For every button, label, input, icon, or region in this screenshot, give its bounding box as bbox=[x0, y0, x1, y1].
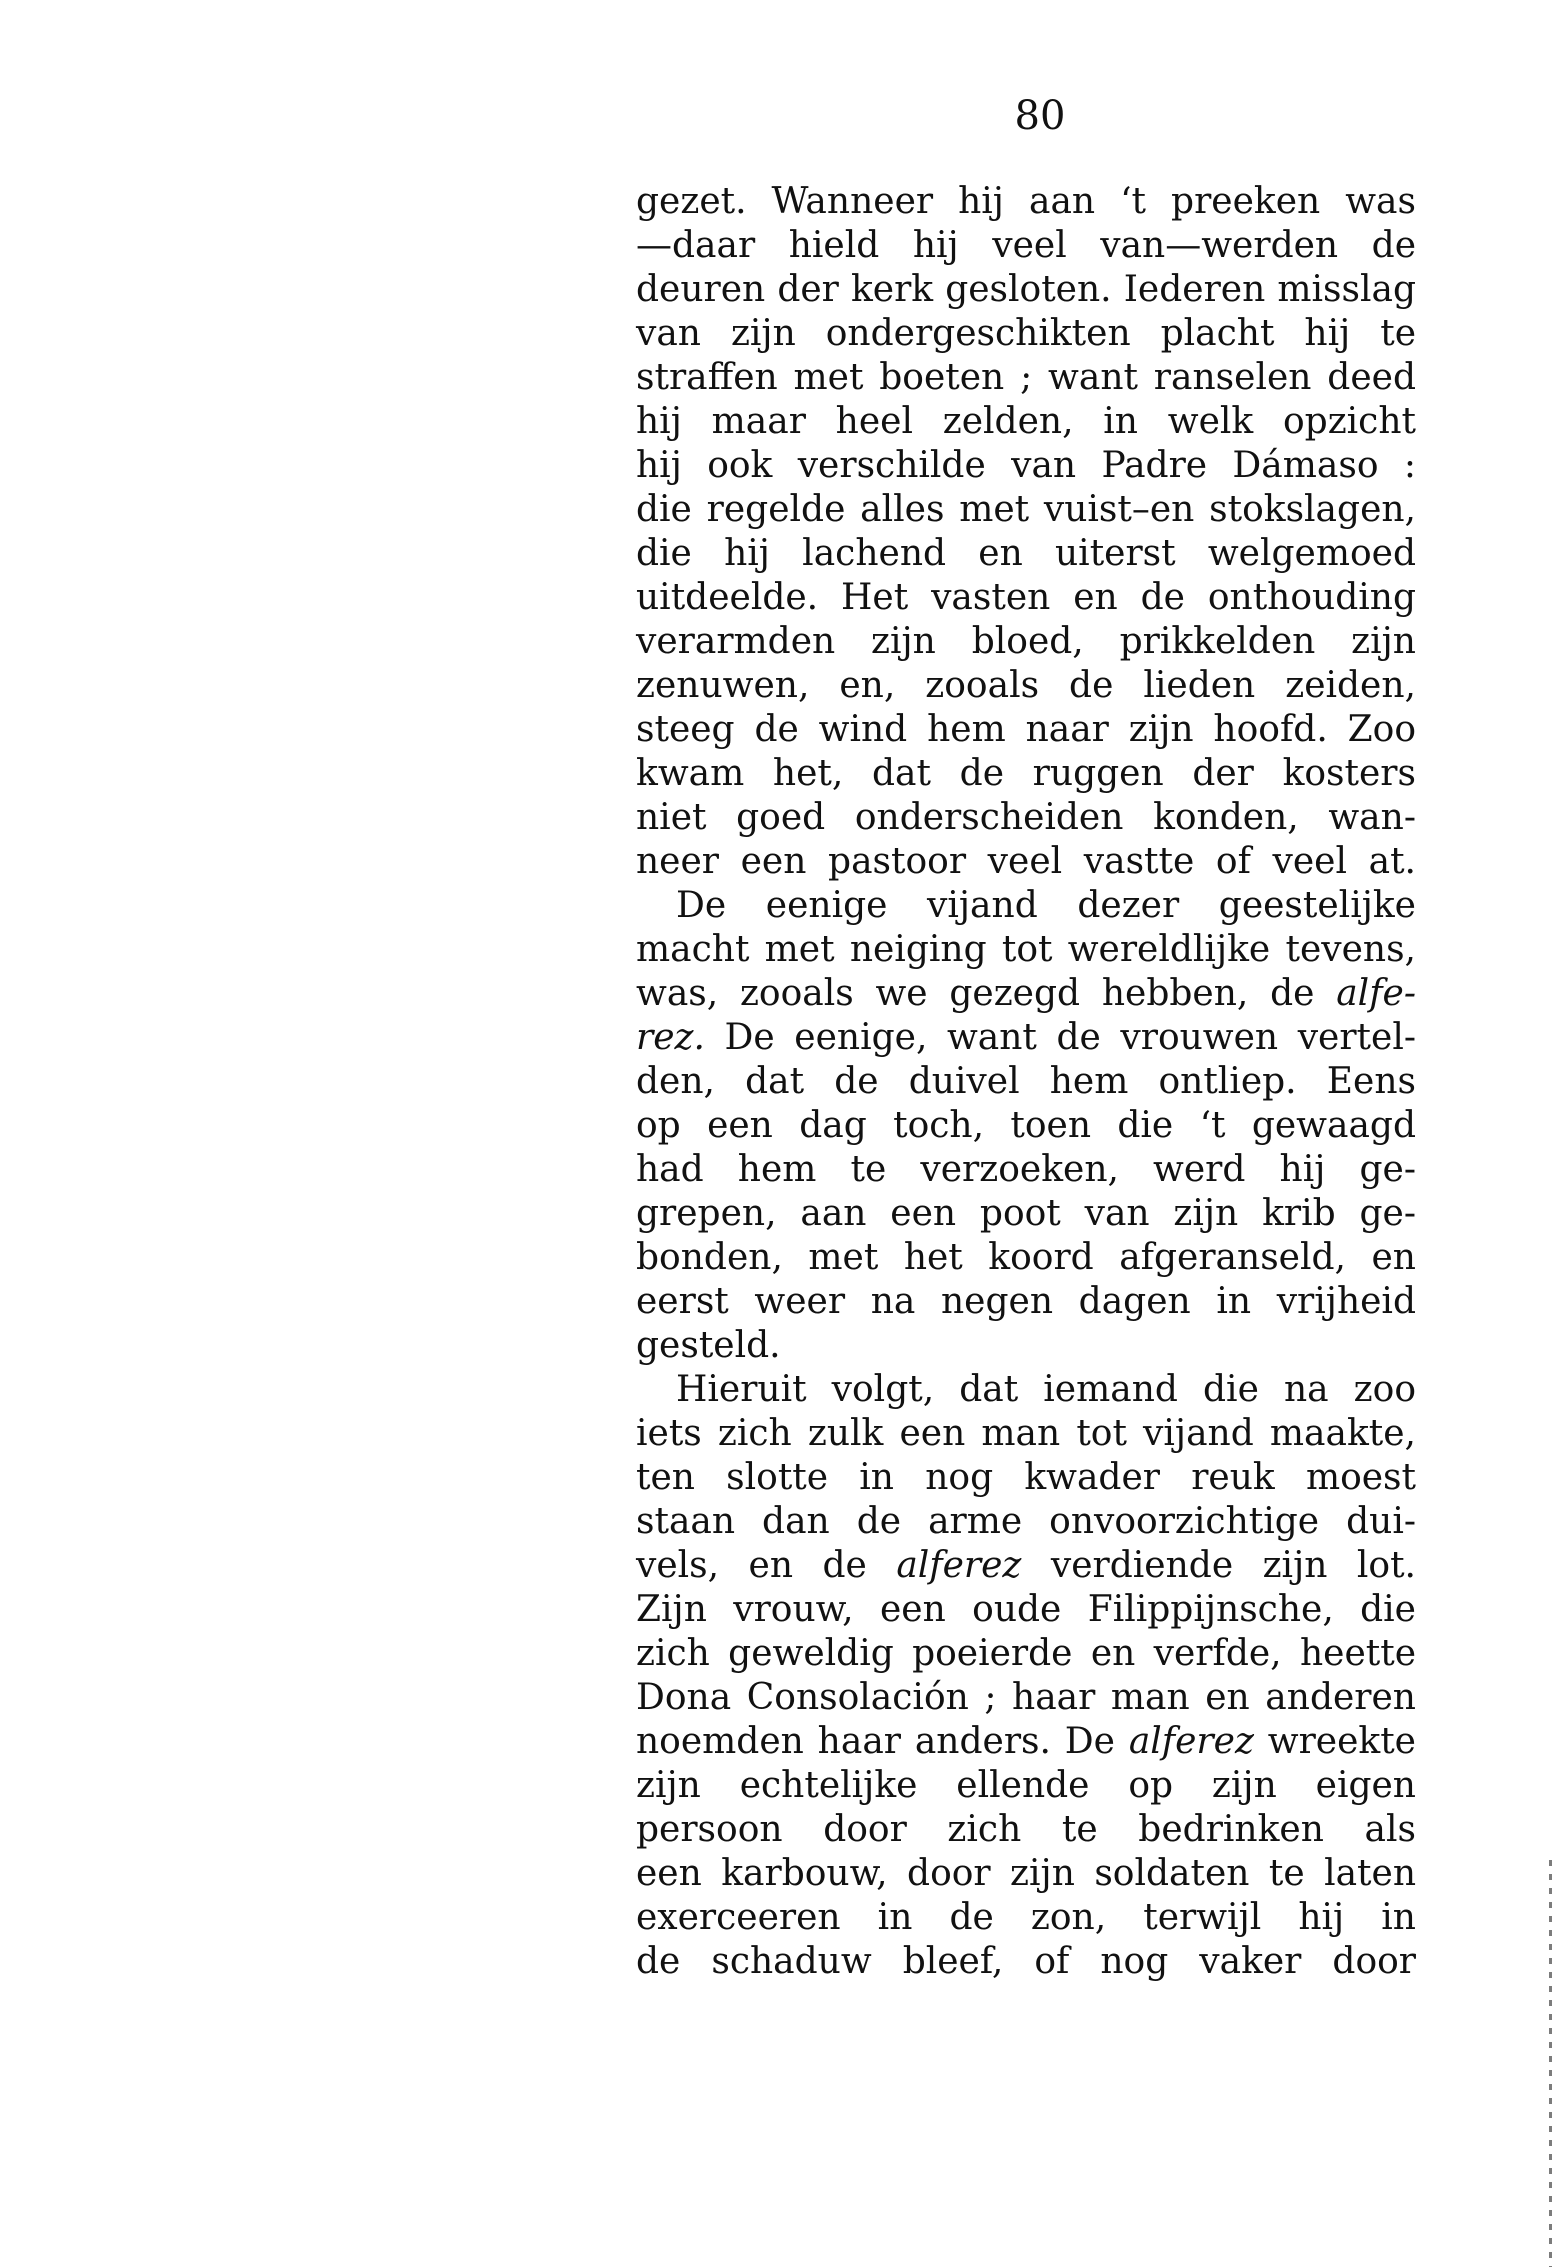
text-line: die hij lachend en uiterst welgemoed bbox=[636, 533, 1416, 574]
text-line: hij maar heel zelden, in welk opzicht bbox=[636, 401, 1416, 442]
paragraph bbox=[636, 1368, 1416, 1984]
text-segment: wreekte bbox=[1267, 1721, 1416, 1762]
text-line: eerst weer na negen dagen in vrijheid bbox=[636, 1281, 1416, 1322]
text-line: verarmden zijn bloed, prikkelden zijn bbox=[636, 621, 1416, 662]
text-line: zenuwen, en, zooals de lieden zeiden, bbox=[636, 665, 1416, 706]
text-line: iets zich zulk een man tot vijand maakte, bbox=[636, 1413, 1416, 1454]
page-edge-shadow bbox=[1549, 1860, 1552, 2267]
text-line bbox=[636, 1720, 1416, 1764]
body-text bbox=[636, 180, 1416, 1984]
text-line: neer een pastoor veel vastte of veel at. bbox=[636, 841, 1416, 882]
text-line: deuren der kerk gesloten. Iederen misslag bbox=[636, 269, 1416, 310]
text-line: zich geweldig poeierde en verfde, heette bbox=[636, 1633, 1416, 1674]
text-line: op een dag toch, toen die ‘t gewaagd bbox=[636, 1105, 1416, 1146]
text-line: had hem te verzoeken, werd hij ge- bbox=[636, 1149, 1416, 1190]
text-line: die regelde alles met vuist–en stokslagen, bbox=[636, 489, 1416, 530]
text-line: den, dat de duivel hem ontliep. Eens bbox=[636, 1061, 1416, 1102]
text-segment: vels, en de bbox=[636, 1545, 867, 1586]
text-line bbox=[636, 972, 1416, 1016]
italic-term: rez. bbox=[636, 1017, 705, 1058]
text-line: de schaduw bleef, of nog vaker door bbox=[636, 1941, 1416, 1982]
text-line: grepen, aan een poot van zijn krib ge- bbox=[636, 1193, 1416, 1234]
italic-term: alferez bbox=[896, 1545, 1022, 1586]
text-line: staan dan de arme onvoorzichtige dui- bbox=[636, 1501, 1416, 1542]
text-line: Hieruit volgt, dat iemand die na zoo bbox=[676, 1369, 1416, 1410]
text-line bbox=[636, 1016, 1416, 1060]
text-line bbox=[636, 1544, 1416, 1588]
text-line: uitdeelde. Het vasten en de onthouding bbox=[636, 577, 1416, 618]
text-line: kwam het, dat de ruggen der kosters bbox=[636, 753, 1416, 794]
text-line: gezet. Wanneer hij aan ‘t preeken was bbox=[636, 181, 1416, 222]
italic-term: alfe- bbox=[1336, 973, 1416, 1014]
text-line: Zijn vrouw, een oude Filippijnsche, die bbox=[636, 1589, 1416, 1630]
text-segment: De eenige, want de vrouwen vertel- bbox=[724, 1017, 1416, 1058]
text-line: De eenige vijand dezer geestelijke bbox=[676, 885, 1416, 926]
paragraph bbox=[636, 884, 1416, 1368]
text-line: hij ook verschilde van Padre Dámaso : bbox=[636, 445, 1416, 486]
text-line: straffen met boeten ; want ranselen deed bbox=[636, 357, 1416, 398]
text-line: ten slotte in nog kwader reuk moest bbox=[636, 1457, 1416, 1498]
text-line: —daar hield hij veel van—werden de bbox=[636, 225, 1416, 266]
text-line: Dona Consolación ; haar man en anderen bbox=[636, 1677, 1416, 1718]
text-line: een karbouw, door zijn soldaten te laten bbox=[636, 1853, 1416, 1894]
text-segment: noemden haar anders. De bbox=[636, 1721, 1115, 1762]
text-line: macht met neiging tot wereldlijke tevens, bbox=[636, 929, 1416, 970]
text-segment: verdiende zijn lot. bbox=[1050, 1545, 1416, 1586]
text-line: bonden, met het koord afgeranseld, en bbox=[636, 1237, 1416, 1278]
text-line: zijn echtelijke ellende op zijn eigen bbox=[636, 1765, 1416, 1806]
text-line: niet goed onderscheiden konden, wan- bbox=[636, 797, 1416, 838]
text-line: exerceeren in de zon, terwijl hij in bbox=[636, 1897, 1416, 1938]
paragraph bbox=[636, 180, 1416, 884]
text-segment: was, zooals we gezegd hebben, de bbox=[636, 973, 1315, 1014]
italic-term: alferez bbox=[1128, 1721, 1254, 1762]
text-line: gesteld. bbox=[636, 1325, 781, 1366]
text-line: persoon door zich te bedrinken als bbox=[636, 1809, 1416, 1850]
text-line: steeg de wind hem naar zijn hoofd. Zoo bbox=[636, 709, 1416, 750]
text-line: van zijn ondergeschikten placht hij te bbox=[636, 313, 1416, 354]
page-number: 80 bbox=[1014, 93, 1066, 139]
